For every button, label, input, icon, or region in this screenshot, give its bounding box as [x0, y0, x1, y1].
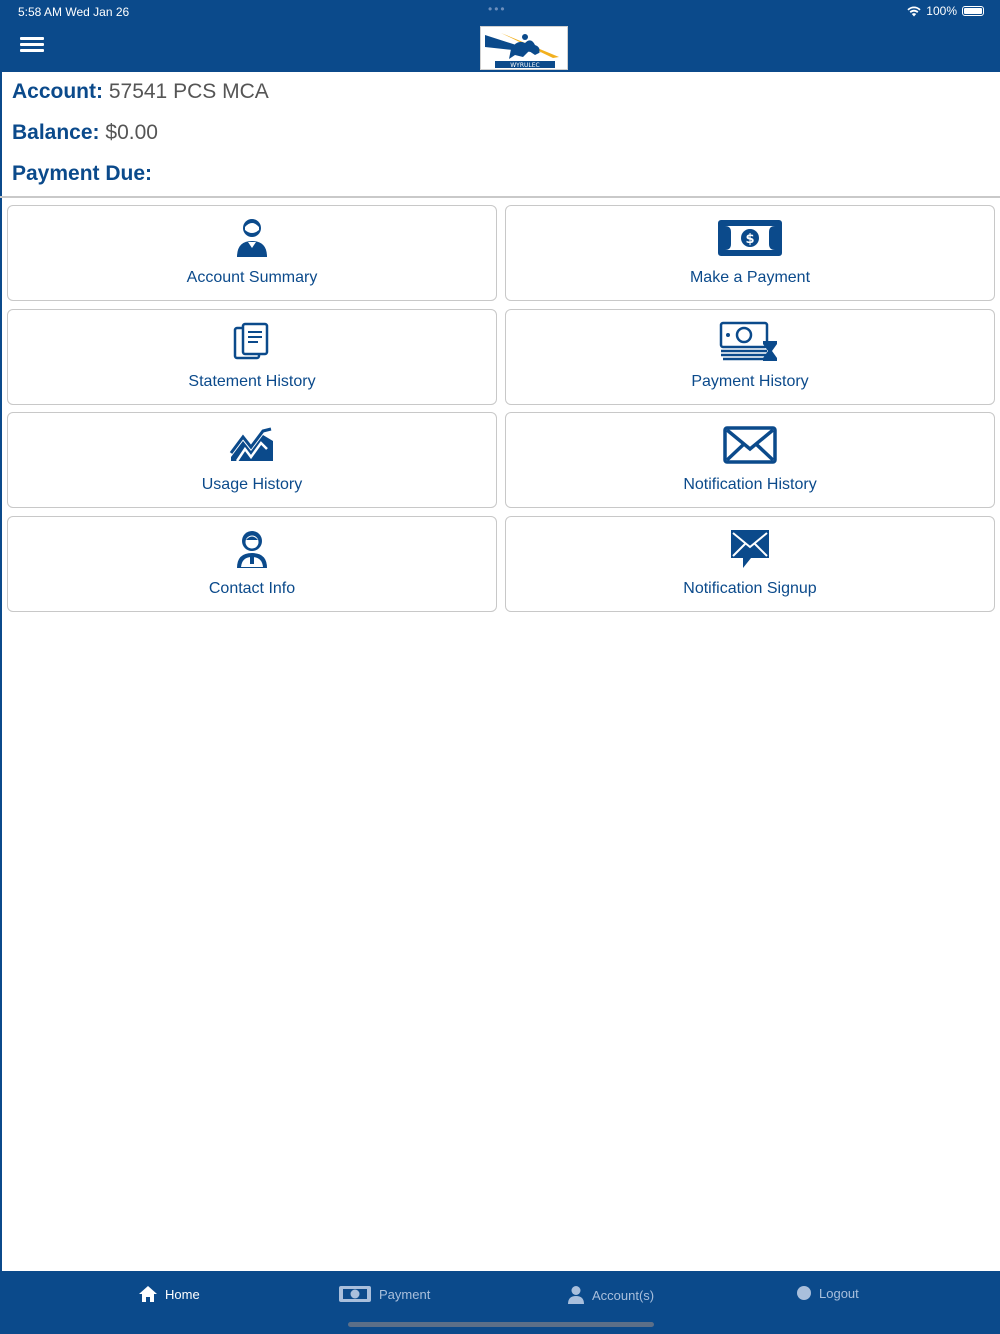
- account-summary-button[interactable]: [7, 205, 497, 301]
- svg-text:$: $: [745, 232, 755, 247]
- status-bar: [0, 0, 1000, 24]
- account-info-panel: [0, 72, 1000, 198]
- wifi-icon: [907, 6, 921, 17]
- battery-icon: [962, 6, 984, 16]
- status-time: 5:58 AM Wed Jan 26: [18, 5, 130, 19]
- tile-label: Contact Info: [208, 580, 296, 597]
- tile-label: Payment History: [691, 373, 809, 390]
- hamburger-menu-icon[interactable]: [18, 34, 46, 56]
- contact-info-button[interactable]: [7, 516, 497, 612]
- status-right: [907, 4, 984, 18]
- tile-label: Usage History: [201, 476, 303, 493]
- cash-history-icon: [719, 320, 781, 364]
- balance-label: Balance:: [12, 121, 100, 144]
- logo-text: WYRULEC: [510, 62, 540, 69]
- tab-label: Account(s): [592, 1287, 655, 1303]
- usage-history-button[interactable]: [7, 412, 497, 508]
- logout-icon: [796, 1285, 812, 1301]
- account-summary-icon: [234, 216, 270, 260]
- notification-history-button[interactable]: [505, 412, 995, 508]
- tile-label: Statement History: [188, 373, 316, 390]
- make-payment-button[interactable]: [505, 205, 995, 301]
- documents-icon: [232, 320, 272, 364]
- tab-logout[interactable]: [796, 1285, 859, 1301]
- home-indicator[interactable]: [348, 1322, 654, 1327]
- envelope-icon: [723, 423, 777, 467]
- message-envelope-icon: [729, 527, 771, 571]
- tab-home[interactable]: [138, 1285, 200, 1303]
- chart-icon: [229, 423, 275, 467]
- balance-row: [12, 121, 158, 145]
- user-icon: [567, 1285, 585, 1305]
- notification-signup-button[interactable]: [505, 516, 995, 612]
- cash-icon: [717, 216, 783, 260]
- balance-value: $0.00: [105, 121, 158, 144]
- payment-due-row: [12, 162, 152, 186]
- tile-label: Account Summary: [186, 269, 318, 286]
- payment-history-button[interactable]: [505, 309, 995, 405]
- tab-label: Home: [165, 1286, 200, 1302]
- tile-label: Notification History: [683, 476, 817, 493]
- home-icon: [138, 1285, 158, 1303]
- tab-label: Payment: [379, 1286, 431, 1302]
- account-label: Account:: [12, 80, 103, 103]
- app-header: [0, 0, 1000, 72]
- cash-icon: [338, 1285, 372, 1303]
- account-value: 57541 PCS MCA: [108, 80, 269, 103]
- contact-icon: [234, 527, 270, 571]
- tile-label: Notification Signup: [683, 580, 817, 597]
- wyrulec-logo: [480, 26, 568, 70]
- tab-accounts[interactable]: [567, 1285, 654, 1305]
- tab-payment[interactable]: [338, 1285, 430, 1303]
- account-number-row: [12, 80, 269, 104]
- tab-label: Logout: [819, 1285, 859, 1301]
- tile-label: Make a Payment: [689, 269, 811, 286]
- left-edge-line: [0, 72, 2, 1271]
- battery-percent: 100%: [926, 4, 957, 18]
- payment-due-label: Payment Due:: [12, 162, 153, 185]
- multitask-dots: •••: [488, 2, 507, 16]
- statement-history-button[interactable]: [7, 309, 497, 405]
